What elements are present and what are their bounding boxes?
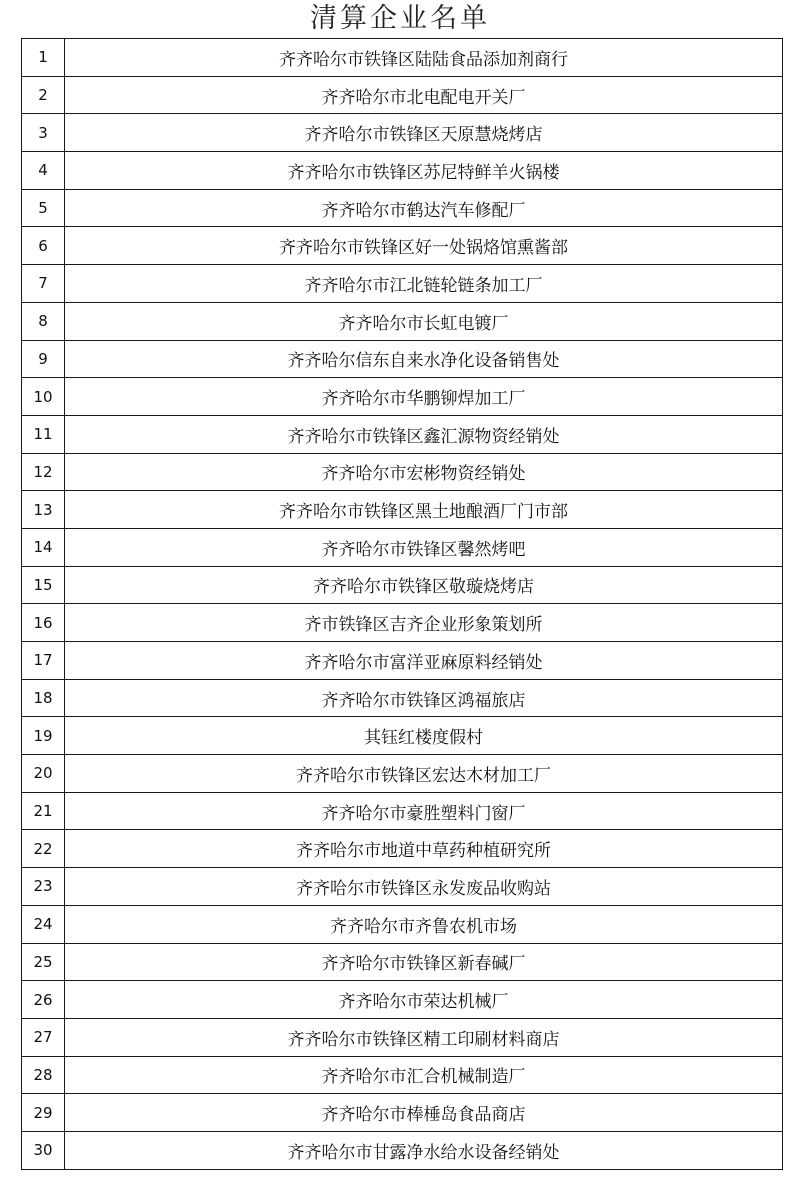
row-number-cell: 11 bbox=[22, 415, 65, 453]
enterprise-name-cell: 齐齐哈尔市铁锋区永发废品收购站 bbox=[65, 868, 783, 906]
table-row bbox=[22, 830, 783, 868]
table-row bbox=[22, 189, 783, 227]
table-row bbox=[22, 1056, 783, 1094]
enterprise-name-cell: 齐齐哈尔市华鹏铆焊加工厂 bbox=[65, 378, 783, 416]
enterprise-name-cell: 齐齐哈尔市铁锋区宏达木材加工厂 bbox=[65, 755, 783, 793]
table-row bbox=[22, 717, 783, 755]
row-number-cell: 17 bbox=[22, 642, 65, 680]
table-row bbox=[22, 566, 783, 604]
enterprise-name-cell: 齐齐哈尔市豪胜塑料门窗厂 bbox=[65, 792, 783, 830]
row-number-cell: 12 bbox=[22, 453, 65, 491]
enterprise-name-cell: 齐齐哈尔市铁锋区新春碱厂 bbox=[65, 943, 783, 981]
enterprise-name-cell: 齐市铁锋区吉齐企业形象策划所 bbox=[65, 604, 783, 642]
row-number-cell: 25 bbox=[22, 943, 65, 981]
enterprise-name-cell: 齐齐哈尔市铁锋区苏尼特鲜羊火锅楼 bbox=[65, 152, 783, 190]
row-number-cell: 21 bbox=[22, 792, 65, 830]
table-row bbox=[22, 415, 783, 453]
table-row bbox=[22, 114, 783, 152]
row-number-cell: 26 bbox=[22, 981, 65, 1019]
enterprise-name-cell: 齐齐哈尔市长虹电镀厂 bbox=[65, 302, 783, 340]
table-row bbox=[22, 1094, 783, 1132]
enterprise-name-cell: 齐齐哈尔市铁锋区黑土地酿酒厂门市部 bbox=[65, 491, 783, 529]
table-row bbox=[22, 1131, 783, 1169]
enterprise-name-cell: 齐齐哈尔市铁锋区陆陆食品添加剂商行 bbox=[65, 39, 783, 77]
table-row bbox=[22, 302, 783, 340]
enterprise-name-cell: 齐齐哈尔市棒棰岛食品商店 bbox=[65, 1094, 783, 1132]
enterprise-name-cell: 齐齐哈尔市汇合机械制造厂 bbox=[65, 1056, 783, 1094]
table-row bbox=[22, 792, 783, 830]
table-row bbox=[22, 76, 783, 114]
row-number-cell: 13 bbox=[22, 491, 65, 529]
table-row bbox=[22, 152, 783, 190]
enterprise-name-cell: 其钰红楼度假村 bbox=[65, 717, 783, 755]
enterprise-name-cell: 齐齐哈尔市铁锋区精工印刷材料商店 bbox=[65, 1018, 783, 1056]
enterprise-name-cell: 齐齐哈尔市铁锋区馨然烤吧 bbox=[65, 528, 783, 566]
row-number-cell: 6 bbox=[22, 227, 65, 265]
row-number-cell: 29 bbox=[22, 1094, 65, 1132]
row-number-cell: 30 bbox=[22, 1131, 65, 1169]
row-number-cell: 22 bbox=[22, 830, 65, 868]
row-number-cell: 8 bbox=[22, 302, 65, 340]
row-number-cell: 19 bbox=[22, 717, 65, 755]
table-row bbox=[22, 39, 783, 77]
row-number-cell: 3 bbox=[22, 114, 65, 152]
row-number-cell: 9 bbox=[22, 340, 65, 378]
row-number-cell: 7 bbox=[22, 265, 65, 303]
enterprise-name-cell: 齐齐哈尔市铁锋区鸿福旅店 bbox=[65, 679, 783, 717]
enterprise-name-cell: 齐齐哈尔市铁锋区敬璇烧烤店 bbox=[65, 566, 783, 604]
enterprise-table-body bbox=[22, 39, 783, 1170]
row-number-cell: 27 bbox=[22, 1018, 65, 1056]
enterprise-name-cell: 齐齐哈尔市地道中草药种植研究所 bbox=[65, 830, 783, 868]
table-row bbox=[22, 227, 783, 265]
row-number-cell: 18 bbox=[22, 679, 65, 717]
table-row bbox=[22, 340, 783, 378]
table-row bbox=[22, 491, 783, 529]
enterprise-name-cell: 齐齐哈尔市甘露净水给水设备经销处 bbox=[65, 1131, 783, 1169]
enterprise-name-cell: 齐齐哈尔市富洋亚麻原料经销处 bbox=[65, 642, 783, 680]
enterprise-name-cell: 齐齐哈尔市北电配电开关厂 bbox=[65, 76, 783, 114]
row-number-cell: 23 bbox=[22, 868, 65, 906]
row-number-cell: 1 bbox=[22, 39, 65, 77]
table-row bbox=[22, 265, 783, 303]
row-number-cell: 14 bbox=[22, 528, 65, 566]
row-number-cell: 24 bbox=[22, 905, 65, 943]
row-number-cell: 20 bbox=[22, 755, 65, 793]
enterprise-name-cell: 齐齐哈尔信东自来水净化设备销售处 bbox=[65, 340, 783, 378]
table-row bbox=[22, 453, 783, 491]
table-row bbox=[22, 378, 783, 416]
table-row bbox=[22, 1018, 783, 1056]
enterprise-name-cell: 齐齐哈尔市宏彬物资经销处 bbox=[65, 453, 783, 491]
enterprise-name-cell: 齐齐哈尔市铁锋区天原慧烧烤店 bbox=[65, 114, 783, 152]
row-number-cell: 5 bbox=[22, 189, 65, 227]
table-row bbox=[22, 679, 783, 717]
table-row bbox=[22, 604, 783, 642]
row-number-cell: 16 bbox=[22, 604, 65, 642]
table-row bbox=[22, 528, 783, 566]
enterprise-name-cell: 齐齐哈尔市江北链轮链条加工厂 bbox=[65, 265, 783, 303]
row-number-cell: 4 bbox=[22, 152, 65, 190]
enterprise-table bbox=[21, 38, 783, 1170]
table-row bbox=[22, 943, 783, 981]
table-row bbox=[22, 905, 783, 943]
table-row bbox=[22, 981, 783, 1019]
row-number-cell: 15 bbox=[22, 566, 65, 604]
row-number-cell: 2 bbox=[22, 76, 65, 114]
table-row bbox=[22, 755, 783, 793]
row-number-cell: 28 bbox=[22, 1056, 65, 1094]
enterprise-name-cell: 齐齐哈尔市荣达机械厂 bbox=[65, 981, 783, 1019]
enterprise-name-cell: 齐齐哈尔市铁锋区鑫汇源物资经销处 bbox=[65, 415, 783, 453]
document-title: 清算企业名单 bbox=[310, 3, 490, 34]
enterprise-name-cell: 齐齐哈尔市齐鲁农机市场 bbox=[65, 905, 783, 943]
table-row bbox=[22, 642, 783, 680]
enterprise-name-cell: 齐齐哈尔市铁锋区好一处锅烙馆熏酱部 bbox=[65, 227, 783, 265]
table-row bbox=[22, 868, 783, 906]
row-number-cell: 10 bbox=[22, 378, 65, 416]
enterprise-name-cell: 齐齐哈尔市鹤达汽车修配厂 bbox=[65, 189, 783, 227]
